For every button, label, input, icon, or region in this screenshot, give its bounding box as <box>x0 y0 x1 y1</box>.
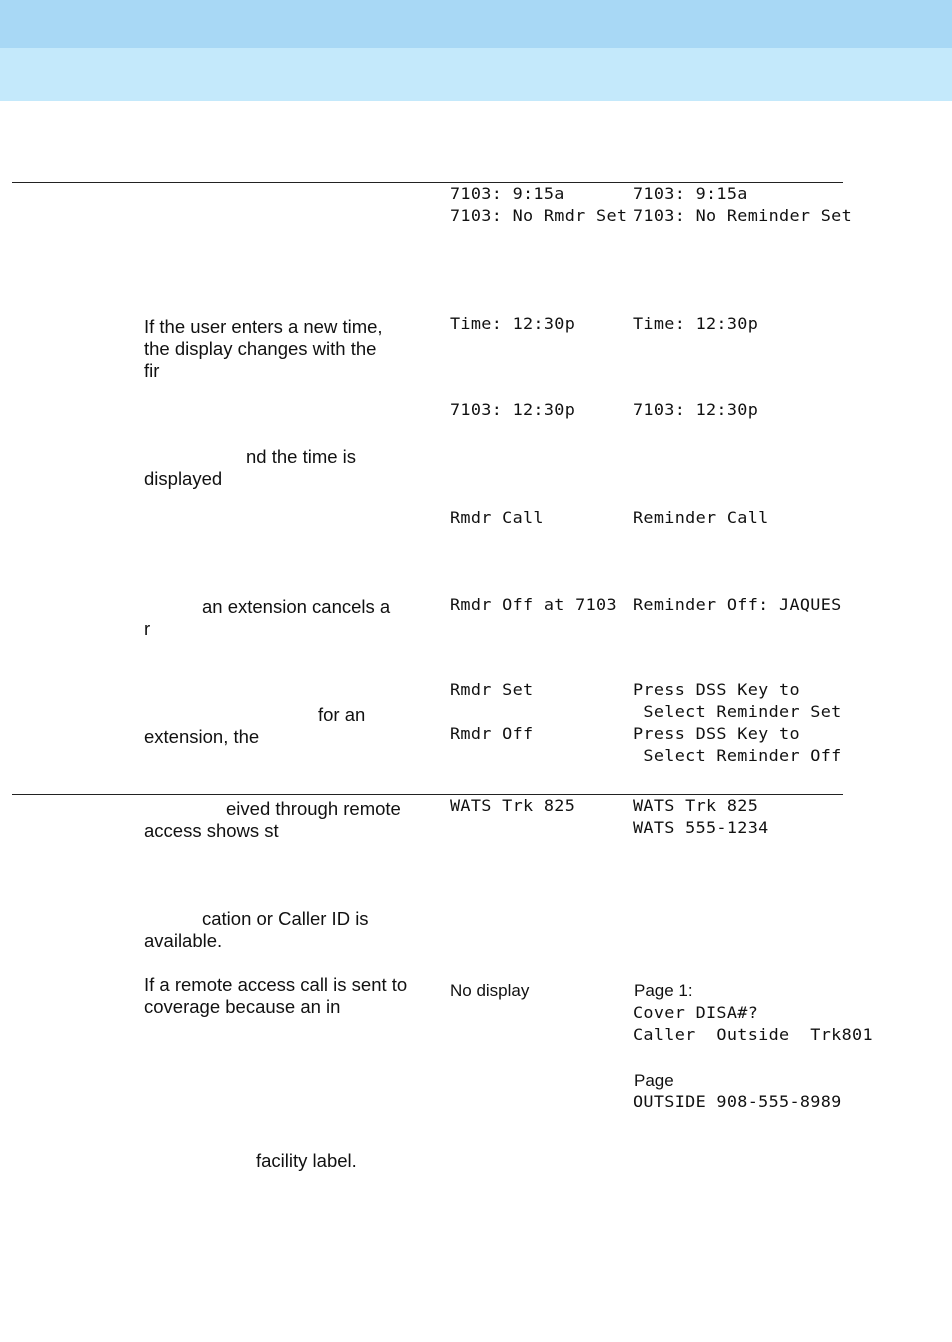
description-facility-label-text: facility label. <box>256 1150 357 1171</box>
display-short-coverage: No display <box>450 981 530 1000</box>
display-long-row-5: Reminder Call <box>633 508 769 527</box>
display-long-row-6: Reminder Off: JAQUES <box>633 595 842 614</box>
display-long-row-3: 7103: 12:30p <box>633 400 759 419</box>
display-long-row-7: Press DSS Key to Select Reminder Set <box>633 680 842 721</box>
description-row-4 <box>144 446 436 490</box>
display-short-row-5: Rmdr Call <box>450 508 544 527</box>
display-short-row-7: Rmdr Set <box>450 680 534 699</box>
description-row-8 <box>144 704 436 748</box>
display-long-remote-access: WATS Trk 825 WATS 555-1234 <box>633 796 769 837</box>
description-facility-label <box>144 1150 436 1172</box>
header-band-bottom <box>0 48 952 101</box>
page-1-label: Page 1: <box>634 981 693 1000</box>
display-long-coverage: Cover DISA#? Caller Outside Trk801 <box>633 1003 873 1044</box>
display-short-row-8: Rmdr Off <box>450 724 534 743</box>
description-caller-id-text: cation or Caller ID is available. <box>144 908 369 951</box>
description-row-8-text: for an extension, the <box>144 704 366 747</box>
display-long-row-8: Press DSS Key to Select Reminder Off <box>633 724 842 765</box>
page-label: Page <box>634 1071 674 1090</box>
display-short-remote-access: WATS Trk 825 <box>450 796 576 815</box>
description-row-2: If the user enters a new time, the display changes with the fir <box>144 316 383 381</box>
display-short-row-6: Rmdr Off at 7103 <box>450 595 617 614</box>
display-short-row-3: 7103: 12:30p <box>450 400 576 419</box>
description-row-4-text: nd the time is displayed <box>144 446 357 489</box>
description-remote-access-text: eived through remote access shows st <box>144 798 401 841</box>
description-caller-id <box>144 908 436 952</box>
description-remote-access <box>144 798 436 842</box>
description-row-6 <box>144 596 436 640</box>
display-long-outside: OUTSIDE 908-555-8989 <box>633 1092 842 1111</box>
display-short-row-1: 7103: 9:15a 7103: No Rmdr Set <box>450 184 628 225</box>
description-row-6-text: an extension cancels a r <box>144 596 391 639</box>
description-coverage: If a remote access call is sent to coverage because an in <box>144 974 408 1017</box>
display-long-row-1: 7103: 9:15a 7103: No Reminder Set <box>633 184 853 225</box>
display-long-row-2: Time: 12:30p <box>633 314 759 333</box>
display-short-row-2: Time: 12:30p <box>450 314 576 333</box>
header-band-top <box>0 0 952 48</box>
